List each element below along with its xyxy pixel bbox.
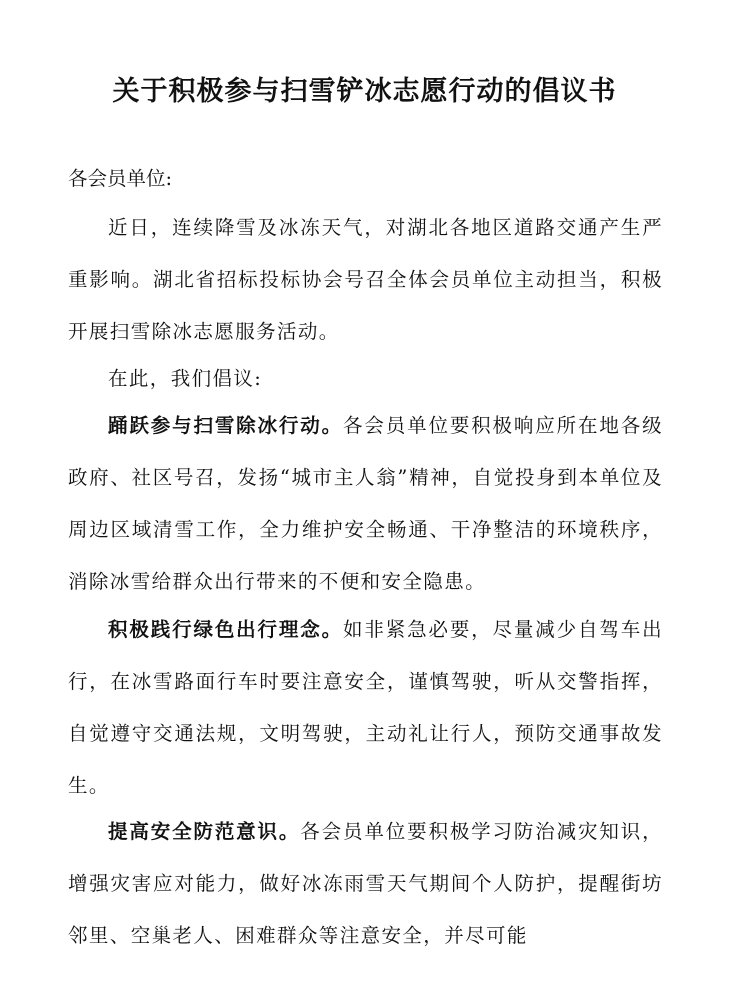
paragraph-text: 各会员单位要积极学习防治减灾知识，增强灾害应对能力，做好冰冻雨雪天气期间个人防护，提醒街坊邻里、空巢老人、困难群众等注意安全，并尽可能 (68, 820, 663, 947)
paragraph-proposal-intro (68, 353, 663, 405)
paragraph-lead: 踊跃参与扫雪除冰行动。 (108, 414, 343, 437)
paragraph-lead: 提高安全防范意识。 (108, 820, 301, 843)
salutation: 各会员单位: (68, 167, 173, 190)
paragraph-safety-awareness (68, 806, 663, 962)
document-title: 关于积极参与扫雪铲冰志愿行动的倡议书 (112, 76, 617, 107)
paragraph-text: 近日，连续降雪及冰冻天气，对湖北各地区道路交通产生严重影响。湖北省招标投标协会号召全体会员单位主动担当，积极开展扫雪除冰志愿服务活动。 (68, 216, 663, 343)
paragraph-text: 如非紧急必要，尽量减少自驾车出行，在冰雪路面行车时要注意安全，谨慎驾驶，听从交警指挥，自觉遵守交通法规，文明驾驶，主动礼让行人，预防交通事故发生。 (68, 618, 663, 797)
paragraph-snow-clearing (68, 400, 663, 608)
paragraph-intro (68, 202, 663, 358)
paragraph-green-travel (68, 604, 663, 812)
paragraph-lead: 积极践行绿色出行理念。 (108, 618, 343, 641)
paragraph-text: 各会员单位要积极响应所在地各级政府、社区号召，发扬“城市主人翁”精神，自觉投身到本单位及周边区域清雪工作，全力维护安全畅通、干净整洁的环境秩序，消除冰雪给群众出行带来的不便和安全隐患。 (68, 414, 663, 593)
paragraph-text: 在此，我们倡议: (108, 367, 263, 390)
